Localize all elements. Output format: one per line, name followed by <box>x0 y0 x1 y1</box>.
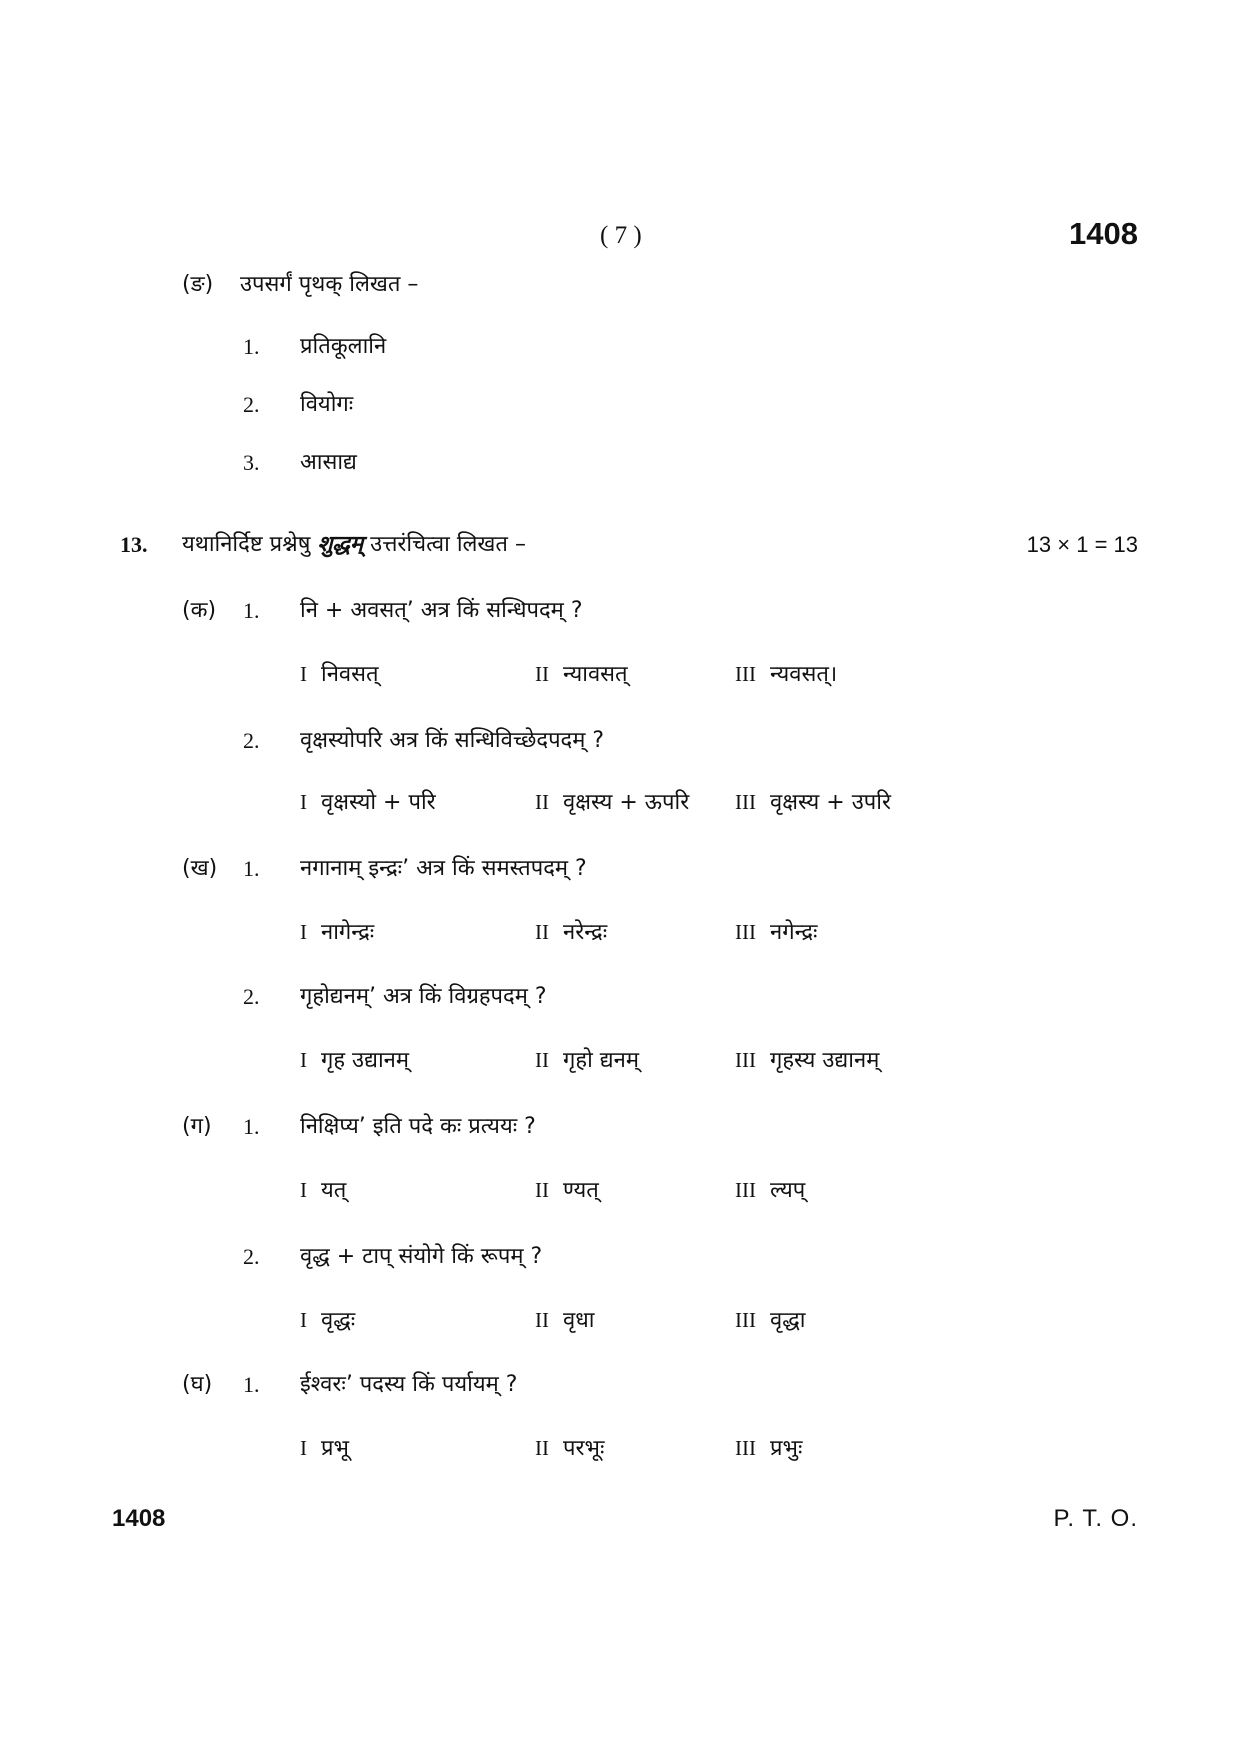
option-i: I वृद्धः <box>300 1308 356 1333</box>
part-marker-gha: (घ) <box>182 1372 213 1397</box>
item-number: 1. <box>243 334 260 359</box>
option-i: I यत् <box>300 1178 347 1203</box>
question-text: वृद्ध + टाप् संयोगे किं रूपम् ? <box>300 1244 543 1269</box>
part-marker-kha: (ख) <box>182 856 218 881</box>
option-ii: II न्यावसत् <box>535 662 628 687</box>
option-i: I प्रभू <box>300 1436 349 1461</box>
option-ii: II गृहो द्यनम् <box>535 1048 639 1073</box>
option-ii: II वृक्षस्य + ऊपरि <box>535 790 690 815</box>
question-number: 2. <box>243 1244 260 1269</box>
list-item: वियोगः <box>300 392 354 417</box>
item-number: 3. <box>243 450 260 475</box>
option-iii: III प्रभुः <box>735 1436 803 1461</box>
question-text: निक्षिप्य’ इति पदे कः प्रत्ययः ? <box>300 1114 536 1139</box>
question-text: गृहोद्यनम्’ अत्र किं विग्रहपदम् ? <box>300 984 547 1009</box>
instruction-emphasis: शुद्धम् <box>317 532 364 557</box>
question-number: 2. <box>243 728 260 753</box>
section-marker-e: (ङ) <box>182 272 214 297</box>
option-i: I गृह उद्यानम् <box>300 1048 410 1073</box>
question-number: 13. <box>120 532 148 557</box>
marks-allocation: 13 × 1 = 13 <box>1026 532 1138 557</box>
option-i: I निवसत् <box>300 662 379 687</box>
option-ii: II वृधा <box>535 1308 595 1333</box>
question-number: 1. <box>243 856 260 881</box>
page-number: ( 7 ) <box>600 222 642 249</box>
question-number: 1. <box>243 598 260 623</box>
option-iii: III वृक्षस्य + उपरि <box>735 790 891 815</box>
option-iii: III नगेन्द्रः <box>735 920 818 945</box>
question-13-instruction <box>182 528 526 558</box>
paper-code-header: 1408 <box>1069 216 1138 251</box>
option-iii: III न्यवसत्। <box>735 662 838 687</box>
option-ii: II नरेन्द्रः <box>535 920 608 945</box>
list-item: आसाद्य <box>300 450 357 475</box>
part-marker-ka: (क) <box>182 598 217 623</box>
question-text: वृक्षस्योपरि अत्र किं सन्धिविच्छेदपदम् ? <box>300 728 605 753</box>
option-i: I वृक्षस्यो + परि <box>300 790 436 815</box>
option-ii: II ण्यत् <box>535 1178 599 1203</box>
item-number: 2. <box>243 392 260 417</box>
instruction-pre: यथानिर्दिष्ट प्रश्नेषु <box>182 532 311 557</box>
question-text: नि + अवसत्’ अत्र किं सन्धिपदम् ? <box>300 598 583 623</box>
question-number: 1. <box>243 1114 260 1139</box>
option-iii: III गृहस्य उद्यानम् <box>735 1048 880 1073</box>
question-number: 2. <box>243 984 260 1009</box>
section-e-instruction: उपसर्गं पृथक् लिखत – <box>240 272 419 297</box>
option-iii: III ल्यप् <box>735 1178 806 1203</box>
list-item: प्रतिकूलानि <box>300 334 387 359</box>
paper-code-footer: 1408 <box>112 1505 166 1532</box>
pto-label: P. T. O. <box>1053 1505 1138 1532</box>
question-text: ईश्वरः’ पदस्य किं पर्यायम् ? <box>300 1372 518 1397</box>
question-number: 1. <box>243 1372 260 1397</box>
question-text: नगानाम् इन्द्रः’ अत्र किं समस्तपदम् ? <box>300 856 587 881</box>
instruction-post: उत्तरंचित्वा लिखत – <box>370 532 526 557</box>
option-iii: III वृद्धा <box>735 1308 806 1333</box>
part-marker-ga: (ग) <box>182 1114 212 1139</box>
option-ii: II परभूः <box>535 1436 605 1461</box>
option-i: I नागेन्द्रः <box>300 920 375 945</box>
